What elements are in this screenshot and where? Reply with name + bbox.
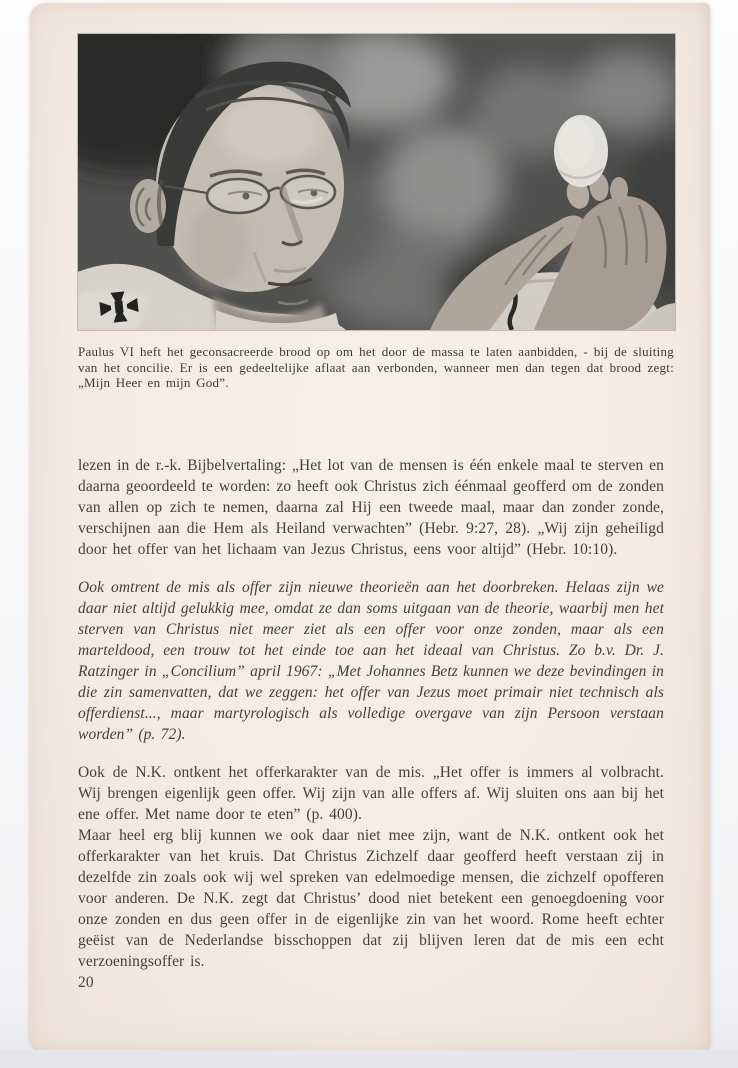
body-text — [78, 455, 664, 993]
page-number: 20 — [78, 974, 94, 991]
body-paragraph-1: lezen in de r.-k. Bijbelvertaling: „Het lot van de mensen is één enkele maal te sterven en daarna geoordeeld te worden: zo heeft ook Christus zich éénmaal geofferd om de zonden van allen op zich te nemen, daarna zal Hij een tweede maal, maar dan zonder zonde, verschijnen aan die Hem als Heiland verwachten” (Hebr. 9:27, 28). „Wij zijn geheiligd door het offer van het lichaam van Jezus Christus, eens voor altijd” (Hebr. 10:10). — [78, 457, 664, 558]
photo-paulus-vi — [78, 34, 675, 330]
book-page — [30, 3, 710, 1051]
photo-caption: Paulus VI heft het geconsacreerde brood op om het door de massa te laten aanbidden, - bij de sluiting van het concilie. Er is een gedeeltelijke aflaat aan verbonden, wanneer men dan tegen dat brood zegt: „Mijn Heer en mijn God”. — [78, 344, 674, 390]
body-paragraph-4: Maar heel erg blij kunnen we ook daar niet mee zijn, want de N.K. ontkent ook het offerkarakter van het kruis. Dat Christus Zichzelf daar geofferd heeft verstaan zij in dezelfde zin zoals ook wij wel spreken van edelmoedige mensen, die zichzelf opofferen voor anderen. De N.K. zegt dat Christus’ dood niet betekent een genoegdoening voor onze zonden en dus geen offer in de eigenlijke zin van het woord. Rome heeft echter geëist van de Nederlandse bisschoppen dat zij blijven leren dat de mis een echt verzoeningsoffer is. — [78, 827, 664, 970]
photo-illustration — [78, 34, 675, 330]
body-paragraph-3: Ook de N.K. ontkent het offerkarakter van de mis. „Het offer is immers al volbracht. Wij brengen eigenlijk geen offer. Wij zijn van alle offers af. Wij sluiten ons aan bij het ene offer. Met name door te eten” (p. 400). — [78, 764, 664, 823]
body-paragraph-2-italic: Ook omtrent de mis als offer zijn nieuwe theorieën aan het doorbreken. Helaas zijn we daar niet altijd gelukkig mee, omdat ze dan soms uitgaan van de theorie, waarbij men het sterven van Christus niet meer ziet als een offer voor onze zonden, maar als een marteldood, een trouw tot het einde toe aan het ideaal van Christus. Zo b.v. Dr. J. Ratzinger in „Concilium” april 1967: „Met Johannes Betz kunnen we deze bevindingen in die zin samenvatten, dat we zeggen: het offer van Jezus moet primair niet technisch als offerdienst..., maar martyrologisch als volledige overgave van zijn Persoon verstaan worden” (p. 72). — [78, 579, 664, 743]
scan-bottom-edge — [0, 1050, 738, 1068]
